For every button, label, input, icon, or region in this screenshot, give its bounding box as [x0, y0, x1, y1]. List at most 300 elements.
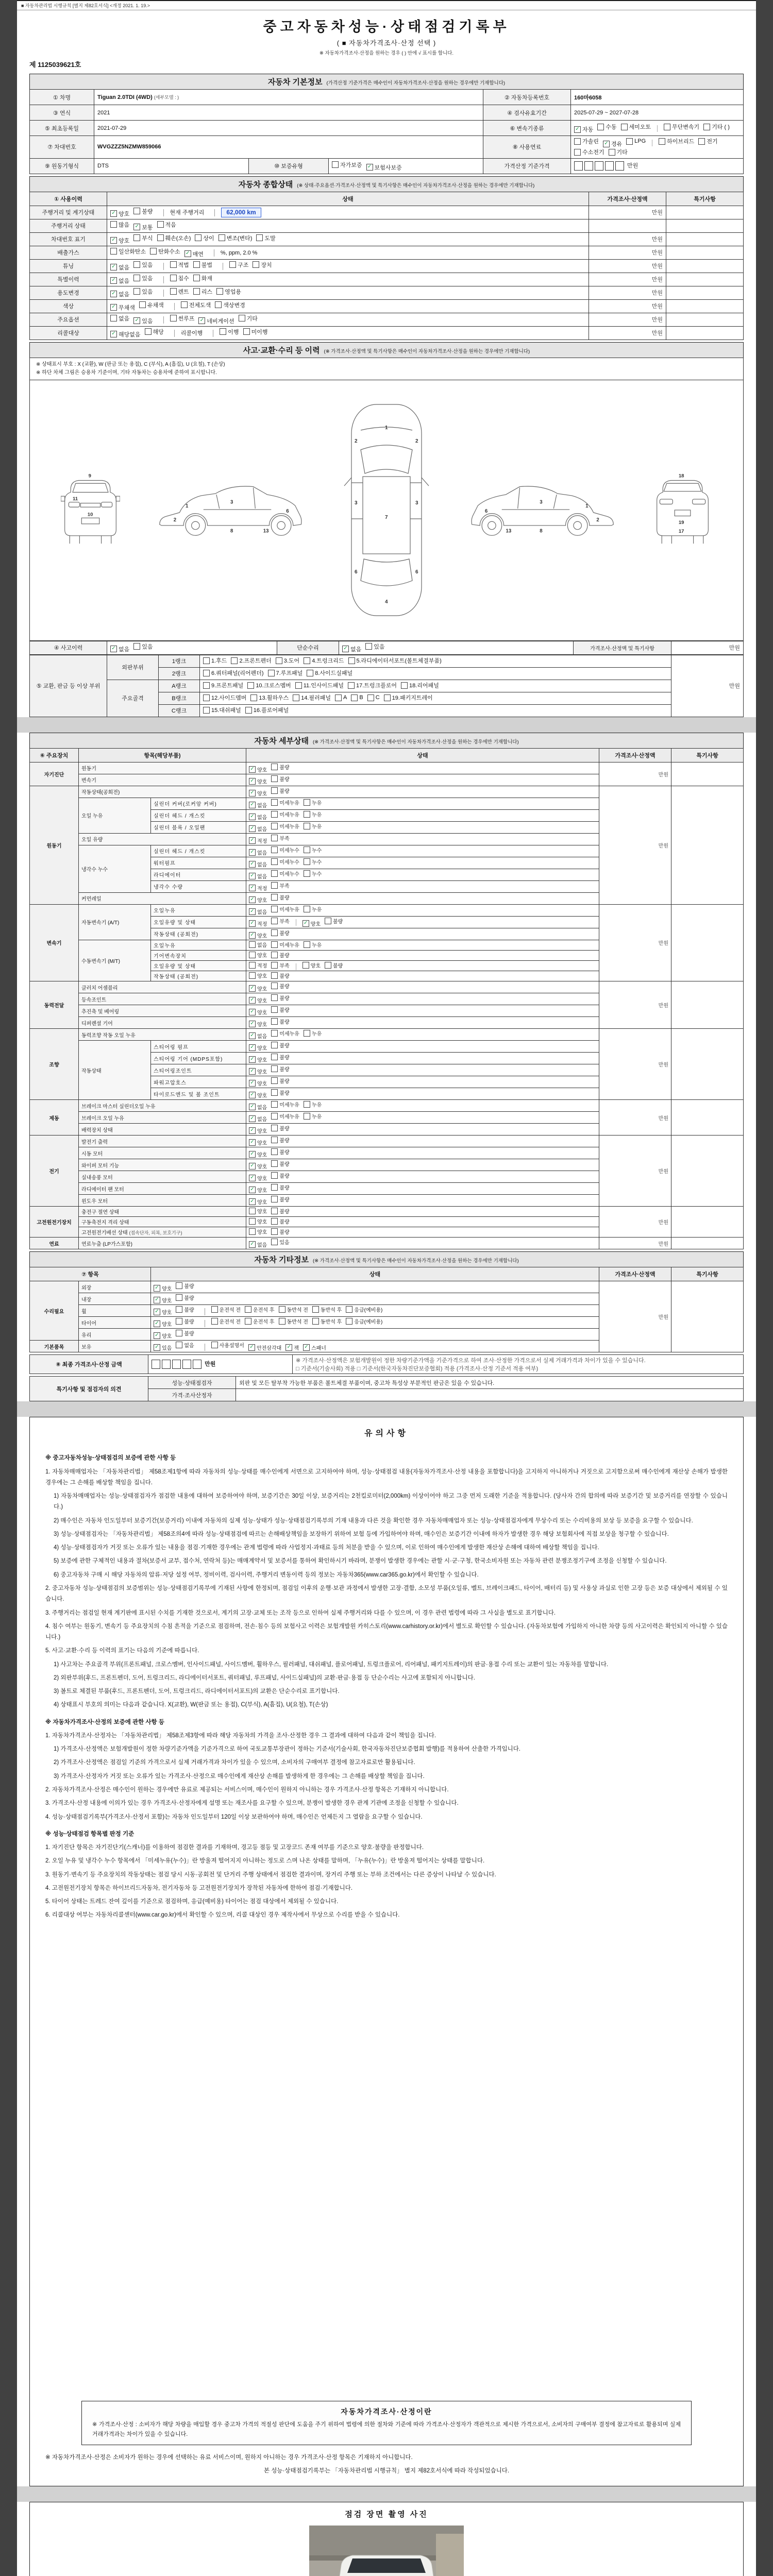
table-cell [246, 1195, 599, 1207]
notice-paragraph: 1. 자동차가격조사·산정자는 「자동차관리법」 제58조제3항에 따라 해당 자동차의 가격을 조사·산정한 경우 그 결과에 대하여 다음과 같이 책임을 집니다. [45, 1732, 436, 1739]
table-cell: 특기사항 및 점검자의 의견 [30, 1377, 148, 1401]
svg-text:3: 3 [230, 499, 233, 505]
table-cell: 디퍼렌셜 기어 [79, 1017, 246, 1029]
checkbox-checked: ✓ 있음 [133, 317, 153, 325]
page-title: 중고자동차성능·상태점검기록부 [263, 19, 510, 35]
table-cell: 만원 [589, 326, 666, 340]
notice-paragraph: 3) 볼트로 체결된 부품(후드, 프론트펜더, 도어, 트렁크리드, 라디에이터서포트)의 교환은 단순수리로 표기합니다. [54, 1688, 340, 1695]
checkbox-checked: ✓ 보통 [133, 223, 153, 231]
table-cell: 시동 모터 [79, 1147, 246, 1159]
checkbox-unchecked: 사용설명서 [211, 1341, 244, 1349]
table-row [30, 232, 744, 246]
checkbox-checked: ✓ 양호 [249, 1008, 267, 1016]
table-cell: 파워고압호스 [151, 1076, 246, 1088]
table-row [30, 246, 744, 259]
table-cell: 만원 [599, 1281, 671, 1352]
table-cell [200, 667, 671, 680]
checkbox-unchecked: 불량 [271, 972, 289, 979]
checkbox-unchecked: 있음 [133, 642, 153, 651]
table-cell [246, 981, 599, 993]
table-cell [671, 981, 744, 1029]
page-gap [17, 717, 756, 733]
document-page [17, 0, 756, 2576]
table-cell: 가격산정 기준가격 [483, 158, 571, 174]
table-row [30, 655, 744, 667]
table-row [30, 641, 744, 654]
cell-text: 리콜이행 [180, 330, 203, 336]
price-definition-title: 자동차가격조사·산정이란 [341, 2408, 432, 2416]
checkbox-unchecked: 수소전기 [574, 148, 604, 156]
checkbox-checked: ✓ 양호 [154, 1308, 172, 1316]
table-cell: 냉각수 수량 [151, 880, 246, 892]
checkbox-unchecked: 미세누수 [271, 870, 299, 877]
checkbox-unchecked: 불량 [271, 787, 289, 794]
form-reference [17, 1, 756, 10]
table-cell: 성능·상태점검자 [148, 1377, 236, 1389]
table-cell [246, 1041, 599, 1053]
table-cell [246, 1124, 599, 1136]
checkbox-checked: ✓ 양호 [154, 1296, 172, 1304]
section-photos [29, 2502, 744, 2576]
photo-stack [30, 2526, 743, 2576]
table-cell: 특기사항 [671, 748, 744, 762]
notice-paragraph: 5. 타이어 상태는 트레드 잔여 깊이를 기준으로 점검하며, 응급(예비용) 타이어는 점검 대상에서 제외될 수 있습니다. [45, 1899, 339, 1905]
section-summary [29, 176, 744, 340]
checkbox-unchecked: 불량 [271, 763, 289, 771]
table-cell: ① 사용이력 [30, 192, 107, 206]
notice-paragraph: 2) 가격조사·산정액은 점검일 기준의 가격으로서 실제 거래가격과 차이가 있을 수 있으며, 소비자의 구매여부 결정에 참고자료로만 활용됩니다. [54, 1759, 415, 1766]
checkbox-unchecked: 11.인사이드패널 [295, 681, 344, 689]
table-cell: 내장 [79, 1293, 151, 1305]
checkbox-unchecked: 미세누유 [271, 941, 299, 948]
table-row [30, 762, 744, 774]
table-cell: 와이퍼 모터 기능 [79, 1159, 246, 1171]
checkbox-unchecked: 불량 [271, 1041, 289, 1049]
table-cell [107, 232, 589, 246]
table-cell: 주요옵션 [30, 313, 107, 326]
table-cell: 냉각수 누수 [79, 845, 151, 892]
checkbox-unchecked: 불량 [271, 1228, 289, 1235]
table-cell [589, 219, 666, 232]
checkbox-unchecked: 영업용 [216, 287, 241, 296]
checkbox-unchecked: 4.트렁크리드 [304, 656, 344, 665]
table-cell [571, 121, 744, 136]
svg-text:6: 6 [285, 508, 289, 514]
checkbox-unchecked: 12.사이드멤버 [203, 693, 246, 702]
notice-paragraph: ※ 성능·상태점검 항목별 판정 기준 [45, 1831, 135, 1837]
table-cell [246, 960, 599, 971]
table-cell [246, 1076, 599, 1088]
checkbox-unchecked: C [367, 694, 380, 701]
table-cell: 상태 [246, 748, 599, 762]
svg-text:1: 1 [185, 503, 188, 510]
checkbox-unchecked: 부족 [271, 834, 289, 842]
amount-digit-box [162, 1360, 171, 1369]
notice-paragraph: 5) 보증에 관한 구체적인 내용과 절차(보증서 교부, 접수처, 연락처 등)는 매매계약서 및 보증서를 통하여 확인하시기 바라며, 분쟁이 발생한 경우에는 관할 시·군·구청, 한국소비자원 또는 자동차 관련 분쟁조정기구에 조정을 신청할 수 있습니다. [54, 1558, 667, 1565]
table-row [30, 313, 744, 326]
table-cell: 특기사항 [671, 1267, 744, 1281]
checkbox-unchecked: 미세누유 [271, 799, 299, 806]
table-cell: 스티어링 기어 (MDPS포함) [151, 1053, 246, 1064]
checkbox-unchecked: 구조 [229, 261, 248, 269]
table-cell [246, 1112, 599, 1124]
table-row [30, 904, 744, 916]
table-cell: 항목(해당부품) [79, 748, 246, 762]
notice-paragraph: 1) 자동차매매업자는 성능·상태점검자가 점검한 내용에 대하여 보증하여야 하며, 보증기간은 30일 이상, 보증거리는 2천킬로미터(2,000km) 이상이어야 하고 그중 먼저 도래한 기준을 적용합니다. (당사자 간의 합의에 따라 보증기간 및 보증거리를 연장할 수 있습니다.) [54, 1493, 728, 1511]
table-cell: 특별이력 [30, 273, 107, 286]
table-cell: 수리필요 [30, 1281, 79, 1341]
table-cell [246, 833, 599, 845]
table-cell: 작동상태 (공회전) [151, 928, 246, 940]
checkbox-unchecked: 적정 [249, 961, 267, 969]
checkbox-unchecked: 양호 [249, 972, 267, 979]
table-cell: 상태 [107, 192, 589, 206]
checkbox-checked: ✓ 양호 [249, 1162, 267, 1170]
checkbox-unchecked: 누수 [304, 870, 322, 877]
table-cell: 만원 [589, 299, 666, 313]
page-gap [17, 1401, 756, 1417]
table-cell: 원동기 [79, 762, 246, 774]
notice-tail: 본 성능·상태점검기록부는 「자동차관리법 시행규칙」 별지 제82호서식에 따라 작성되었습니다. [263, 2468, 510, 2475]
svg-text:1: 1 [384, 425, 388, 431]
notice-paragraph: 2. 중고자동차 성능·상태점검의 보증범위는 성능·상태점검기록부에 기재된 사항에 한정되며, 점검일 이후의 운행·보관 과정에서 발생한 고장·결함, 소모성 부품(오일류, 벨트, 브레이크패드, 타이어, 배터리 등) 및 사용상 과실로 인한 고장 등은 보증 대상에서 제외될 수 있습니다. [45, 1585, 728, 1603]
table-cell: 만원 [599, 904, 671, 981]
checkbox-checked: ✓ 적정 [249, 884, 267, 892]
notice-body [45, 1447, 728, 1923]
checkbox-checked: ✓ 없음 [249, 1115, 267, 1123]
checkbox-unchecked: 침수 [170, 274, 189, 282]
table-cell: 연료누출 (LP가스포함) [79, 1238, 246, 1249]
page-gap [17, 2486, 756, 2502]
notice-paragraph: 3) 성능·상태점검자는 「자동차관리법」 제58조의4에 따라 성능·상태점검에 따르는 손해배상책임을 보장하기 위하여 보험 등에 가입하여야 하며, 매수인은 보증기간 이내에 하자가 발생한 경우 해당 보험회사에 직접 보상을 청구할 수 있습니다. [54, 1531, 669, 1537]
checkbox-unchecked: 10.크로스멤버 [247, 681, 291, 689]
table-cell [246, 971, 599, 981]
table-cell: ⑧ 최종 가격조사·산정 금액 [30, 1355, 148, 1374]
table-cell: ※ 가격조사·산정액은 보험개발원이 정한 차량기준가액을 기준가격으로 하여 조사·산정한 가격으로서 실제 거래가격과 차이가 있을 수 있습니다. □ 기준서(기술사회) 적용 □ 기준서(한국자동차진단보증협회) 적용 (가격조사·산정 기준서 적용 여부) [293, 1355, 744, 1374]
table-cell: 브레이크 오일 누유 [79, 1112, 246, 1124]
table-cell: 만원 [589, 286, 666, 299]
checkbox-unchecked: 있음 [365, 642, 384, 651]
table-cell: 라디에이터 팬 모터 [79, 1183, 246, 1195]
checkbox-unchecked: 자가보증 [332, 161, 362, 169]
table-cell: 타이로드엔드 및 볼 조인트 [151, 1088, 246, 1100]
checkbox-unchecked: 기타 ( ) [703, 123, 730, 131]
checkbox-unchecked: 불량 [271, 1207, 289, 1215]
table-cell: 만원 [148, 1355, 293, 1374]
svg-text:3: 3 [415, 500, 418, 506]
table-cell [246, 1064, 599, 1076]
table-cell: 1랭크 [159, 655, 200, 667]
checkbox-unchecked: 불량 [271, 775, 289, 783]
section-accident [29, 342, 744, 717]
table-cell: ⑨ 원동기형식 [30, 158, 94, 174]
table-row [30, 1238, 744, 1249]
amount-digit-box [615, 161, 624, 171]
table-cell: 만원 [599, 1136, 671, 1207]
checkbox-checked: ✓ 해당없음 [110, 330, 141, 338]
notice-paragraph: 2) 매수인은 자동차 인도일부터 보증기간(보증거리) 이내에 자동차의 실제 성능·상태가 성능·상태점검기록부의 기재 내용과 다른 것을 확인한 경우 자동차매매업자 또는 성능·상태점검자에게 무상수리 또는 수리비용의 보상 등 보증을 요구할 수 있습니다. [54, 1517, 693, 1524]
section-title: 자동차 기타정보 [254, 1256, 309, 1265]
table-cell [571, 136, 744, 159]
svg-text:3: 3 [540, 499, 543, 505]
table-cell: C랭크 [159, 704, 200, 717]
table-row [30, 286, 744, 299]
checkbox-checked: ✓ 양호 [249, 1067, 267, 1075]
table-cell: 변속기 [79, 774, 246, 786]
section-note: (가격산정 기준가격은 매수인이 자동차가격조사·산정을 원하는 경우에만 기재합니다) [326, 80, 506, 86]
table-cell [246, 809, 599, 821]
checkbox-unchecked: 13.휠하우스 [250, 693, 289, 702]
checkbox-checked: ✓ 네비게이션 [198, 317, 234, 325]
checkbox-unchecked: 훼손(오손) [157, 234, 191, 242]
checkbox-unchecked: 미세누유 [271, 822, 299, 830]
table-cell: ② 자동차등록번호 [483, 90, 571, 105]
table-cell: 브레이크 마스터 실린더오일 누유 [79, 1100, 246, 1112]
table-cell [246, 1088, 599, 1100]
table-cell [246, 1147, 599, 1159]
table-row [30, 206, 744, 219]
table-cell [151, 1281, 599, 1293]
table-cell [246, 1136, 599, 1147]
checkbox-checked: ✓ 양호 [110, 236, 129, 245]
notice-paragraph: 2. 자동차가격조사·산정은 매수인이 원하는 경우에만 유료로 제공되는 서비스이며, 매수인이 원하지 아니하는 경우 가격조사·산정 항목은 기재하지 아니합니다. [45, 1787, 449, 1793]
checkbox-unchecked: 일산화탄소 [110, 247, 146, 256]
table-cell: 가격조사·산정액 [599, 748, 671, 762]
checkbox-unchecked: 기타 [239, 314, 258, 323]
checkbox-checked: ✓ 적정 [249, 837, 267, 844]
checkbox-unchecked: 양호 [249, 1207, 267, 1215]
table-cell [246, 940, 599, 950]
table-row [30, 326, 744, 340]
car-diagram-rear-view [653, 466, 712, 554]
table-cell [246, 762, 599, 774]
checkbox-unchecked: LPG [626, 138, 646, 145]
notice-paragraph: ※ 자동차가격조사·산정의 보증에 관한 사항 등 [45, 1719, 164, 1725]
price-definition-box [81, 2401, 692, 2445]
checkbox-unchecked: 불량 [271, 1006, 289, 1013]
table-cell [671, 1029, 744, 1100]
notice-paragraph: 6) 중고자동차 구매 시 해당 자동차의 압류·저당 설정 여부, 정비이력, 검사이력, 주행거리 변동이력 등의 정보는 자동차365(www.car365.go.kr)에서 확인할 수 있습니다. [54, 1571, 479, 1578]
checkbox-unchecked: 있음 [271, 1238, 289, 1246]
checkbox-checked: ✓ 보험사보증 [366, 163, 402, 172]
exchange-panel-table [29, 655, 744, 717]
document-subtitle: ( ■ 자동차가격조사·산정 선택 ) [337, 39, 436, 47]
section-accident-header [29, 342, 744, 358]
table-cell [246, 774, 599, 786]
svg-text:8: 8 [540, 528, 543, 534]
checkbox-unchecked: 운전석 전 [211, 1306, 241, 1313]
checkbox-unchecked: 2.프론트펜더 [231, 656, 271, 665]
checkbox-unchecked: 16.플로어패널 [245, 706, 289, 714]
table-cell: 리콜대상 [30, 326, 107, 340]
checkbox-unchecked: 기타 [609, 148, 628, 156]
checkbox-unchecked: 18.리어패널 [401, 681, 439, 689]
table-cell: 등속조인트 [79, 993, 246, 1005]
table-cell: 만원 [571, 158, 744, 174]
checkbox-unchecked: 불량 [176, 1294, 194, 1301]
checkbox-checked: ✓ 양호 [249, 1091, 267, 1099]
notice-paragraph: 2. 오일 누유 및 냉각수 누수 항목에서 「미세누유(누수)」란 방울져 떨어지지 아니하는 정도로 스며 나온 상태를 말하며, 「누유(누수)」란 방울져 떨어지는 상태를 말합니다. [45, 1858, 485, 1865]
notice-paragraph: 3. 가격조사·산정 내용에 이의가 있는 경우 가격조사·산정자에게 설명 또는 재조사를 요구할 수 있으며, 분쟁이 발생한 경우 관계 기관에 조정을 신청할 수 있습니다. [45, 1800, 459, 1807]
notice-paragraph: ※ 중고자동차성능·상태점검의 보증에 관한 사항 등 [45, 1455, 176, 1462]
table-cell [107, 273, 589, 286]
table-cell: 오일누유 [151, 904, 246, 916]
table-cell: ④ 사고이력 [30, 641, 107, 654]
form-reference-text: ■ 자동차관리법 시행규칙 [별지 제82호서식] <개정 2021. 1. 19.> [21, 3, 150, 8]
checkbox-unchecked: 불량 [176, 1317, 194, 1325]
table-cell: 오일유량 및 상태 [151, 916, 246, 928]
checkbox-unchecked: 있음 [133, 274, 153, 282]
table-cell: DTS [94, 158, 249, 174]
checkbox-unchecked: 누유 [304, 1100, 322, 1108]
section-title: 자동차 세부상태 [254, 736, 309, 745]
table-cell: 고전원전기배선 상태 (접속단자, 피복, 보호기구) [79, 1227, 246, 1238]
checkbox-unchecked: 미이행 [243, 328, 268, 336]
checkbox-unchecked: 7.루프패널 [268, 669, 303, 677]
notice-paragraph: 1. 자동차매매업자는 「자동차관리법」 제58조제1항에 따라 자동차의 성능·상태를 매수인에게 서면으로 고지하여야 하며, 성능·상태점검 내용(자동차가격조사·산정 내용을 포함합니다)을 고지하지 아니하거나 거짓으로 고지함으로써 매수인에게 재산상 손해가 발생한 경우에는 그 손해를 배상할 책임을 집니다. [45, 1468, 728, 1486]
table-cell [200, 680, 671, 692]
checkbox-checked: ✓ 없음 [249, 849, 267, 856]
checkbox-unchecked: 누유 [304, 822, 322, 830]
checkbox-unchecked: 불량 [176, 1282, 194, 1290]
table-cell [666, 219, 744, 232]
table-cell [107, 326, 589, 340]
checkbox-unchecked: 적법 [170, 261, 189, 269]
checkbox-checked: ✓ 양호 [249, 789, 267, 797]
etc-info-table [29, 1267, 744, 1352]
table-cell: 스티어링 펌프 [151, 1041, 246, 1053]
checkbox-unchecked: 불량 [271, 1183, 289, 1191]
table-cell [107, 219, 589, 232]
table-cell [666, 273, 744, 286]
car-damage-diagram [29, 380, 744, 641]
remarks-table [29, 1376, 744, 1401]
checkbox-unchecked: 누유 [304, 1029, 322, 1037]
table-cell: 클러치 어셈블리 [79, 981, 246, 993]
checkbox-unchecked: 미세누유 [271, 1029, 299, 1037]
section-detail [29, 733, 744, 1250]
table-cell: 만원 [589, 259, 666, 273]
table-cell [151, 1329, 599, 1341]
checkbox-unchecked: 도말 [256, 234, 275, 242]
table-cell [246, 1053, 599, 1064]
amount-digit-box [595, 161, 603, 171]
table-cell [666, 326, 744, 340]
table-cell: 상태 [151, 1267, 599, 1281]
notice-paragraph: 1) 사고차는 주요골격 부위(프론트패널, 크로스멤버, 인사이드패널, 사이드멤버, 휠하우스, 필러패널, 대쉬패널, 플로어패널, 트렁크플로어, 리어패널, 패키지트레이)의 판금·용접 수리 또는 교환이 있는 자동차를 말합니다. [54, 1661, 609, 1668]
checkbox-unchecked: 불량 [133, 207, 153, 215]
table-cell: 주행거리 상태 [30, 219, 107, 232]
table-cell: ⑧ 사용연료 [483, 136, 571, 159]
section-summary-header [29, 176, 744, 192]
checkbox-checked: ✓ 없음 [249, 1032, 267, 1040]
checkbox-unchecked: 미세누유 [271, 1112, 299, 1120]
table-cell: ① 차명 [30, 90, 94, 105]
table-cell [246, 821, 599, 833]
checkbox-checked: ✓ 스패너 [303, 1344, 326, 1351]
checkbox-unchecked: 동반석 전 [279, 1317, 308, 1325]
table-cell [246, 786, 599, 798]
checkbox-checked: ✓ 양호 [249, 1044, 267, 1052]
svg-text:6: 6 [485, 508, 488, 514]
checkbox-unchecked: 누유 [304, 941, 322, 948]
checkbox-unchecked: 누유 [304, 810, 322, 818]
checkbox-unchecked: 불량 [271, 929, 289, 937]
checkbox-checked: ✓ 양호 [249, 996, 267, 1004]
notice-paragraph: 3. 원동기·변속기 등 주요장치의 작동상태는 점검 당시 시동·공회전 및 단거리 주행 상태에서 점검한 결과이며, 장거리 주행 또는 부하 조건에서는 다른 증상이 나타날 수 있습니다. [45, 1871, 496, 1878]
final-price-table [29, 1354, 744, 1374]
svg-text:9: 9 [88, 473, 92, 479]
table-cell: 자동변속기 (A/T) [79, 904, 151, 940]
checkbox-unchecked: 미세누유 [271, 1100, 299, 1108]
checkbox-unchecked: 동반석 후 [312, 1306, 342, 1313]
checkbox-checked: ✓ 양호 [249, 1198, 267, 1206]
checkbox-unchecked: 8.사이드실패널 [307, 669, 352, 677]
checkbox-checked: ✓ 적정 [249, 920, 267, 927]
checkbox-unchecked: 가솔린 [574, 137, 599, 145]
table-cell [151, 1317, 599, 1329]
checkbox-unchecked: 운전석 전 [211, 1317, 241, 1325]
checkbox-unchecked: 1.후드 [203, 656, 227, 665]
table-row [30, 680, 744, 692]
checkbox-checked: ✓ 안전삼각대 [248, 1344, 281, 1351]
table-cell [246, 1238, 599, 1249]
table-cell: 워터펌프 [151, 857, 246, 869]
table-cell: 만원 [589, 313, 666, 326]
table-cell [246, 869, 599, 880]
svg-text:2: 2 [354, 438, 358, 444]
notice-tail: ※ 자동차가격조사·산정은 소비자가 원하는 경우에 선택하는 유료 서비스이며, 원하지 아니하는 경우 가격조사·산정 항목은 기재하지 아니합니다. [45, 2454, 413, 2461]
checkbox-checked: ✓ 없음 [342, 645, 361, 653]
checkbox-checked: ✓ 양호 [249, 985, 267, 992]
table-cell: 연료 [30, 1238, 79, 1249]
table-cell [107, 299, 589, 313]
checkbox-unchecked: A [335, 694, 347, 701]
checkbox-unchecked: 불량 [271, 1195, 289, 1203]
table-cell [107, 246, 589, 259]
table-cell [671, 1100, 744, 1136]
svg-text:2: 2 [415, 438, 418, 444]
table-cell: 튜닝 [30, 259, 107, 273]
table-row [30, 1207, 744, 1217]
table-cell: 만원 [589, 232, 666, 246]
checkbox-checked: ✓ 없음 [110, 263, 129, 272]
checkbox-checked: ✓ 양호 [249, 1174, 267, 1182]
table-cell: 만원 [599, 762, 671, 786]
checkbox-unchecked: 불량 [271, 1018, 289, 1025]
checkbox-checked: ✓ 없음 [249, 1241, 267, 1248]
table-cell: 동력전달 [30, 981, 79, 1029]
checkbox-checked: ✓ 양호 [249, 1127, 267, 1134]
checkbox-unchecked: 불량 [271, 994, 289, 1002]
table-cell: 만원 [599, 1207, 671, 1238]
section-title: 자동차 종합상태 [238, 180, 293, 189]
amount-digit-box [193, 1360, 201, 1369]
table-cell [666, 299, 744, 313]
table-cell [671, 762, 744, 786]
table-cell [666, 232, 744, 246]
checkbox-checked: ✓ 양호 [249, 1079, 267, 1087]
table-row [30, 1136, 744, 1147]
table-cell: 만원 [599, 1238, 671, 1249]
table-cell [671, 1136, 744, 1207]
svg-text:3: 3 [354, 500, 358, 506]
table-cell: 160마6058 [571, 90, 744, 105]
table-cell [151, 1341, 599, 1352]
checkbox-checked: ✓ 양호 [154, 1284, 172, 1292]
table-row [30, 299, 744, 313]
svg-text:2: 2 [596, 517, 600, 523]
